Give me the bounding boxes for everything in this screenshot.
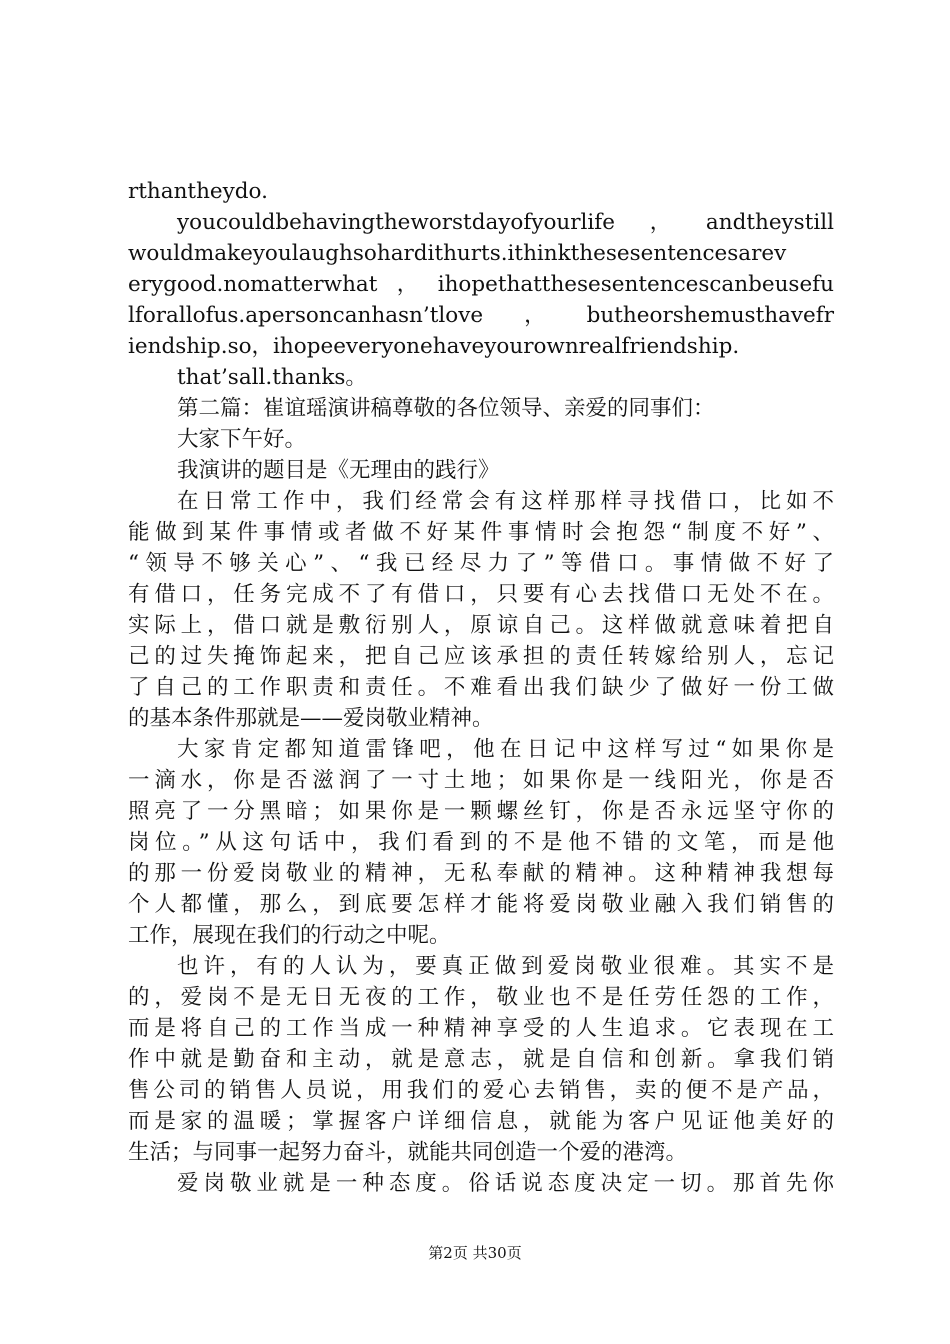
text-line: 有借口，任务完成不了有借口，只要有心去找借口无处不在。 (128, 582, 834, 607)
text-line: iendship.so，ihopeeveryonehaveyourownrealfriendship. (128, 334, 740, 359)
text-line: 实际上，借口就是敷衍别人，原谅自己。这样做就意味着把自 (128, 613, 834, 638)
text-line: 的那一份爱岗敬业的精神，无私奉献的精神。这种精神我想每 (128, 861, 834, 886)
text-line: 售公司的销售人员说，用我们的爱心去销售，卖的便不是产品， (128, 1078, 834, 1103)
text-line: erygood.nomatterwhat，ihopethatthesesentencescanbeusefu (128, 272, 834, 297)
text-line: 作中就是勤奋和主动，就是意志，就是自信和创新。拿我们销 (128, 1047, 834, 1072)
text-line: 第二篇：崔谊瑶演讲稿尊敬的各位领导、亲爱的同事们： (177, 396, 715, 421)
text-line: 岗位。”从这句话中，我们看到的不是他不错的文笔，而是他 (128, 830, 834, 855)
text-line: wouldmakeyoulaughsohardithurts.ithinkthesesentencesarev (128, 241, 787, 266)
text-line: 而是家的温暖；掌握客户详细信息，就能为客户见证他美好的 (128, 1109, 834, 1134)
text-line: 工作，展现在我们的行动之中呢。 (128, 923, 451, 948)
text-line: 而是将自己的工作当成一种精神享受的人生追求。它表现在工 (128, 1016, 834, 1041)
text-line: 爱岗敬业就是一种态度。俗话说态度决定一切。那首先你 (177, 1171, 834, 1196)
text-line: lforallofus.apersoncanhasn’tlove，butheorshemusthavefr (128, 303, 834, 328)
text-line: 己的过失掩饰起来，把自己应该承担的责任转嫁给别人，忘记 (128, 644, 834, 669)
text-line: 照亮了一分黑暗；如果你是一颗螺丝钉，你是否永远坚守你的 (128, 799, 834, 824)
text-line: 我演讲的题目是《无理由的践行》 (177, 458, 500, 483)
text-line: 生活；与同事一起努力奋斗，就能共同创造一个爱的港湾。 (128, 1140, 688, 1165)
text-line: 一滴水，你是否滋润了一寸土地；如果你是一线阳光，你是否 (128, 768, 834, 793)
document-body (128, 176, 834, 1199)
page-footer: 第2页 共30页 (428, 1244, 522, 1262)
text-line: youcouldbehavingtheworstdayofyourlife，andtheystill (177, 210, 834, 235)
text-line: 的基本条件那就是——爱岗敬业精神。 (128, 706, 494, 731)
text-line: 能做到某件事情或者做不好某件事情时会抱怨“制度不好”、 (128, 520, 834, 545)
text-line: 大家下午好。 (177, 427, 307, 452)
text-line: 也许，有的人认为，要真正做到爱岗敬业很难。其实不是 (177, 954, 834, 979)
text-line: rthantheydo. (128, 179, 268, 204)
text-line: “领导不够关心”、“我已经尽力了”等借口。事情做不好了 (128, 551, 834, 576)
text-line: 大家肯定都知道雷锋吧，他在日记中这样写过“如果你是 (177, 737, 834, 762)
text-line: 在日常工作中，我们经常会有这样那样寻找借口，比如不 (177, 489, 834, 514)
text-line: 个人都懂，那么，到底要怎样才能将爱岗敬业融入我们销售的 (128, 892, 834, 917)
text-line: that’sall.thanks。 (177, 365, 367, 390)
text-line: 了自己的工作职责和责任。不难看出我们缺少了做好一份工做 (128, 675, 834, 700)
text-line: 的，爱岗不是无日无夜的工作，敬业也不是任劳任怨的工作， (128, 985, 834, 1010)
